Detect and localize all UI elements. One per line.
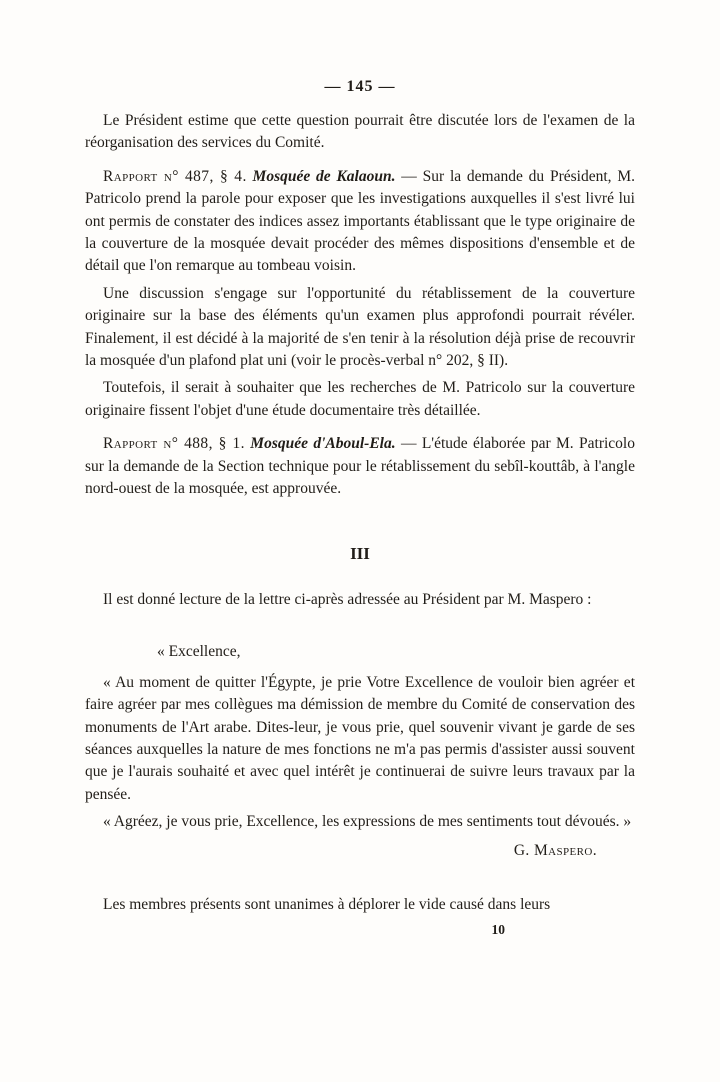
section-heading-iii: III xyxy=(350,543,370,563)
paragraph-rapport-487 xyxy=(85,166,635,278)
rapport-487-text: — Sur la demande du Président, M. Patricolo prend la parole pour exposer que les investigations auxquelles il s'est livré lui ont permis de constater des indices assez importants établissant que le type originaire de la couverture de la mosquée devait procéder des mêmes dispositions d'ensemble et de détail que l'on remarque au tombeau voisin. xyxy=(85,167,636,275)
rapport-488-title: Mosquée d'Aboul-Ela. xyxy=(250,435,396,453)
letter-paragraph-2: « Agréez, je vous prie, Excellence, les expressions de mes sentiments tout dévoués. » xyxy=(103,813,632,831)
letter-signature: G. Maspero. xyxy=(513,841,597,859)
rapport-488-label: Rapport n° 488, § 1. xyxy=(103,435,245,453)
letter-salutation: « Excellence, xyxy=(157,643,241,661)
page-number-top: — 145 — xyxy=(324,78,396,95)
page-number-bottom: 10 xyxy=(491,922,505,938)
letter-paragraph-1: « Au moment de quitter l'Égypte, je prie Votre Excellence de vouloir bien agréer et faire agréer par mes collègues ma démission de membre du Comité de conservation des monuments de l'Art arabe. Dites-leur, je vous prie, quel souvenir vivant je garde de ses séances auxquelles la nature de mes fonctions ne m'a pas permis d'assister aussi souvent que je l'aurais souhaité et avec quel intérêt je continuerai de suivre leurs travaux par la pensée. xyxy=(85,673,635,803)
paragraph-toutefois: Toutefois, il serait à souhaiter que les recherches de M. Patricolo sur la couverture originaire fissent l'objet d'une étude documentaire très détaillée. xyxy=(85,379,635,419)
rapport-488-text: — L'étude élaborée par M. Patricolo sur la demande de la Section technique pour le rétablissement du sebîl-kouttâb, à l'angle nord-ouest de la mosquée, est approuvée. xyxy=(85,435,635,498)
rapport-487-label: Rapport n° 487, § 4. xyxy=(103,167,247,185)
paragraph-closing: Les membres présents sont unanimes à déplorer le vide causé dans leurs xyxy=(103,895,551,913)
paragraph-rapport-488 xyxy=(85,433,635,500)
paragraph-discussion: Une discussion s'engage sur l'opportunité du rétablissement de la couverture originaire sur la base des éléments qu'un examen plus approfondi pourrait révéler. Finalement, il est décidé à la majorité de s'en tenir à la résolution déjà prise de recouvrir la mosquée d'un plafond plat uni (voir le procès-verbal n° 202, § II). xyxy=(85,284,635,370)
page-content xyxy=(0,96,720,938)
paragraph-lecture: Il est donné lecture de la lettre ci-après adressée au Président par M. Maspero : xyxy=(103,590,592,608)
rapport-487-title: Mosquée de Kalaoun. xyxy=(252,167,396,185)
paragraph-president: Le Président estime que cette question pourrait être discutée lors de l'examen de la réorganisation des services du Comité. xyxy=(85,112,635,152)
